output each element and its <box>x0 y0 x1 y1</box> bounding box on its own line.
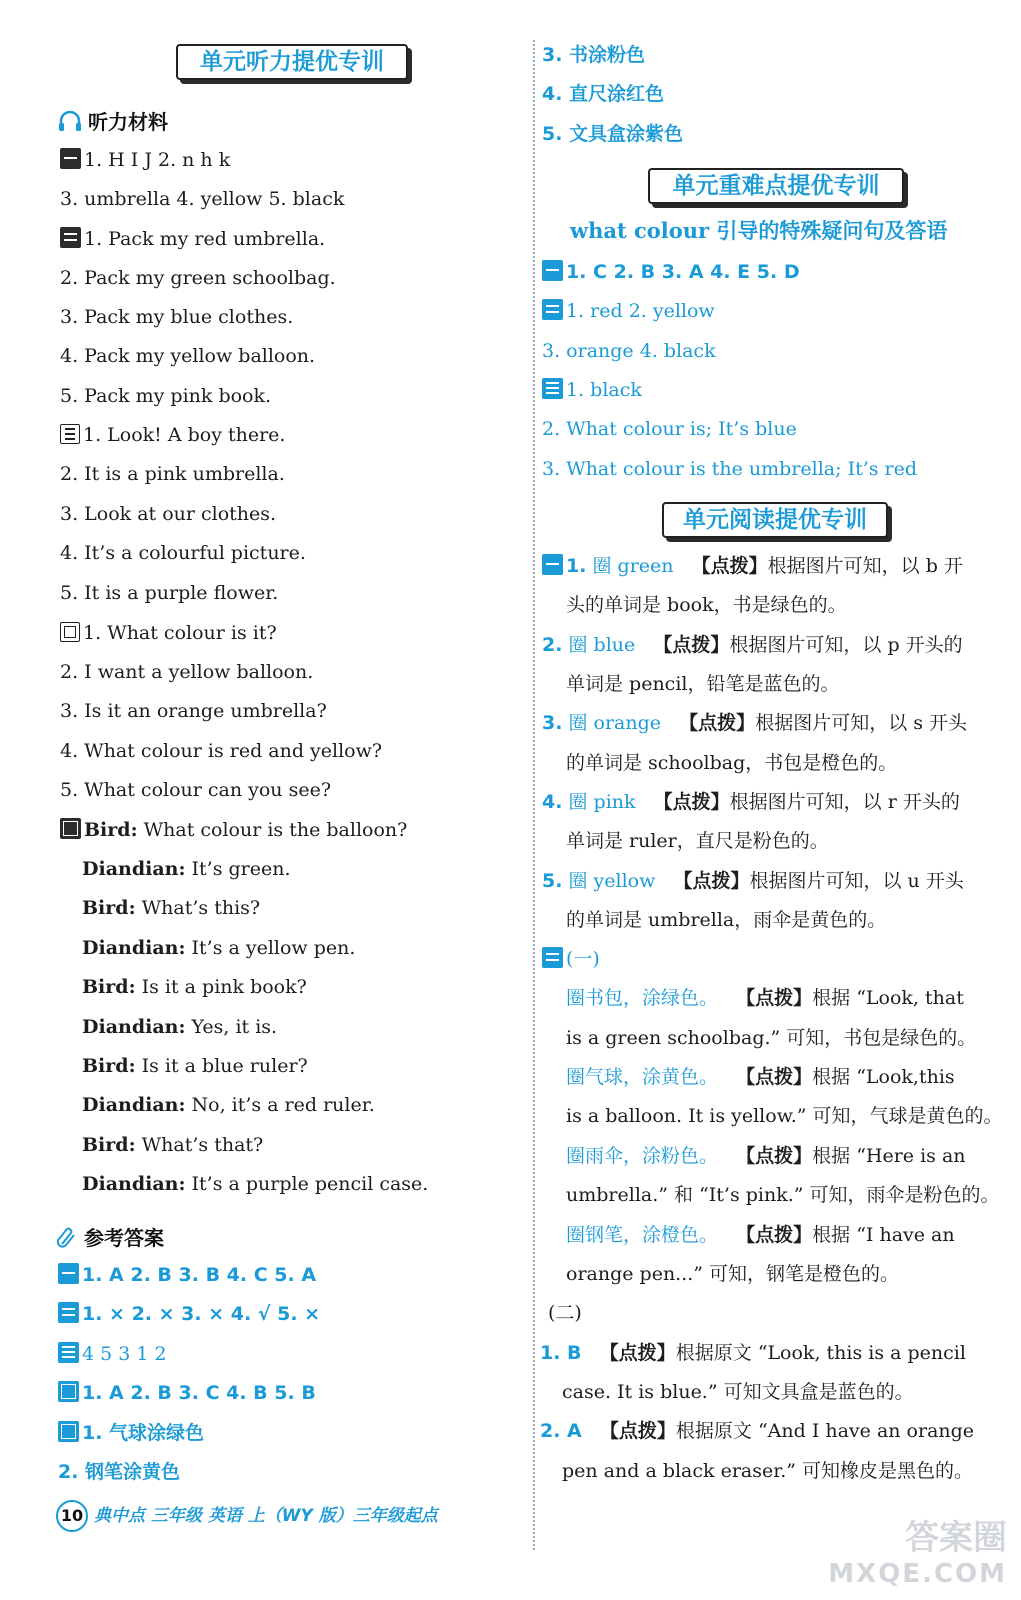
dialogue-line: Diandian: Yes, it is. <box>82 1016 278 1038</box>
reading-answer-cont: orange pen...” 可知，钢笔是橙色的。 <box>566 1263 900 1285</box>
answer-row: 1. C 2. B 3. A 4. E 5. D <box>542 259 800 285</box>
watermark: 答案圈 MXQE.COM <box>828 1518 1007 1589</box>
answer-row: 4 5 3 1 2 <box>58 1341 167 1367</box>
column-divider <box>533 40 535 1550</box>
answer-five-badge <box>58 1421 79 1442</box>
answer-two-badge <box>58 1302 79 1323</box>
reading-answer-cont: 的单词是 umbrella，雨伞是黄色的。 <box>566 909 887 931</box>
answer-one-badge <box>58 1263 79 1284</box>
reading-answer-cont: is a green schoolbag.” 可知，书包是绿色的。 <box>566 1027 977 1049</box>
reading-answer-cont: pen and a black eraser.” 可知橡皮是黑色的。 <box>562 1460 974 1482</box>
reading-answer: 圈书包，涂绿色。 【点拨】根据 “Look, that <box>566 987 964 1009</box>
list-item: 4. What colour is red and yellow? <box>60 740 383 762</box>
section-title-listening: 单元听力提优专训 <box>176 44 408 80</box>
listening-material-header <box>58 106 168 137</box>
list-item: 4. Pack my yellow balloon. <box>60 345 316 367</box>
answers-header: 参考答案 <box>56 1222 164 1253</box>
reading-two-badge <box>542 947 563 968</box>
list-item: 4. It’s a colourful picture. <box>60 542 306 564</box>
page-number: 10 <box>56 1500 88 1532</box>
answer-row: 1. A 2. B 3. C 4. B 5. B <box>58 1380 316 1406</box>
list-item: 5. What colour can you see? <box>60 779 332 801</box>
answer-row: 3. orange 4. black <box>542 340 716 362</box>
reading-answer: 1. B 【点拨】根据原文 “Look, this is a pencil <box>540 1342 966 1364</box>
reading-answer-cont: umbrella.” 和 “It’s pink.” 可知，雨伞是粉色的。 <box>566 1184 1000 1206</box>
list-item: 3. Look at our clothes. <box>60 503 277 525</box>
list-item: 2. I want a yellow balloon. <box>60 661 314 683</box>
paperclip-icon <box>56 1226 78 1253</box>
dialogue-line: Bird: What’s this? <box>82 897 261 919</box>
answer-four-badge <box>58 1381 79 1402</box>
section-title-reading: 单元阅读提优专训 <box>662 502 888 538</box>
answer-row: 4. 直尺涂红色 <box>542 83 665 105</box>
dialogue-line: Diandian: It’s a purple pencil case. <box>82 1173 429 1195</box>
reading-answer: 圈雨伞，涂粉色。 【点拨】根据 “Here is an <box>566 1145 966 1167</box>
page-footer <box>56 1500 438 1532</box>
answer-row: 2. What colour is; It’s blue <box>542 418 797 440</box>
listening-header-text: 听力材料 <box>88 110 168 134</box>
list-item: 5. It is a purple flower. <box>60 582 279 604</box>
list-item: 1. Pack my red umbrella. <box>60 226 325 252</box>
list-item: 3. umbrella 4. yellow 5. black <box>60 188 345 210</box>
reading-answer: 1. 圈 green 【点拨】根据图片可知，以 b 开 <box>542 553 963 579</box>
answer-row: 1. × 2. × 3. × 4. √ 5. × <box>58 1301 320 1327</box>
reading-answer-cont: 的单词是 schoolbag，书包是橙色的。 <box>566 752 898 774</box>
answer-three-badge <box>58 1342 79 1363</box>
reading-answer: 5. 圈 yellow 【点拨】根据图片可知，以 u 开头 <box>542 870 964 892</box>
part-label: (二) <box>548 1302 582 1324</box>
list-item: 3. Is it an orange umbrella? <box>60 700 327 722</box>
list-item: 3. Pack my blue clothes. <box>60 306 294 328</box>
list-item: 2. Pack my green schoolbag. <box>60 267 336 289</box>
footer-text: 典中点 三年级 英语 上（WY 版）三年级起点 <box>94 1506 438 1526</box>
section-subtitle: what colour 引导的特殊疑问句及答语 <box>570 218 948 243</box>
list-item: 1. What colour is it? <box>60 620 277 646</box>
reading-answer: 4. 圈 pink 【点拨】根据图片可知，以 r 开头的 <box>542 791 960 813</box>
answer-two-badge <box>542 299 563 320</box>
part-label: (一) <box>542 946 600 972</box>
answer-row: 1. 气球涂绿色 <box>58 1420 204 1446</box>
reading-answer-cont: 单词是 pencil，铅笔是蓝色的。 <box>566 673 840 695</box>
reading-answer-cont: 单词是 ruler，直尺是粉色的。 <box>566 830 829 852</box>
dialogue-line: Bird: Is it a blue ruler? <box>82 1055 308 1077</box>
answer-row: 1. red 2. yellow <box>542 298 715 324</box>
section-four-badge <box>60 622 80 642</box>
reading-answer: 圈钢笔，涂橙色。 【点拨】根据 “I have an <box>566 1224 955 1246</box>
answer-row: 3. What colour is the umbrella; It’s red <box>542 458 918 480</box>
dialogue-line: Bird: What colour is the balloon? <box>60 817 407 843</box>
section-five-badge <box>60 818 81 839</box>
reading-answer: 2. A 【点拨】根据原文 “And I have an orange <box>540 1420 975 1442</box>
dialogue-line: Diandian: It’s green. <box>82 858 291 880</box>
dialogue-line: Bird: Is it a pink book? <box>82 976 307 998</box>
section-title-key-points: 单元重难点提优专训 <box>648 168 904 204</box>
list-item: 1. H I J 2. n h k <box>60 147 230 173</box>
section-three-badge <box>60 424 80 444</box>
reading-answer-cont: case. It is blue.” 可知文具盒是蓝色的。 <box>562 1381 914 1403</box>
dialogue-line: Diandian: It’s a yellow pen. <box>82 937 356 959</box>
answer-row: 3. 书涂粉色 <box>542 44 646 66</box>
answer-row: 5. 文具盒涂紫色 <box>542 123 684 145</box>
dialogue-line: Bird: What’s that? <box>82 1134 264 1156</box>
reading-answer: 2. 圈 blue 【点拨】根据图片可知，以 p 开头的 <box>542 634 963 656</box>
section-one-badge <box>60 148 81 169</box>
reading-one-badge <box>542 554 563 575</box>
answer-three-badge <box>542 378 563 399</box>
reading-answer-cont: is a balloon. It is yellow.” 可知，气球是黄色的。 <box>566 1105 1003 1127</box>
answer-row: 1. A 2. B 3. B 4. C 5. A <box>58 1262 316 1288</box>
section-two-badge <box>60 227 81 248</box>
reading-answer-cont: 头的单词是 book，书是绿色的。 <box>566 594 847 616</box>
reading-answer: 圈气球，涂黄色。 【点拨】根据 “Look,this <box>566 1066 955 1088</box>
headphones-icon <box>58 110 82 137</box>
list-item: 2. It is a pink umbrella. <box>60 463 285 485</box>
list-item: 5. Pack my pink book. <box>60 385 272 407</box>
reading-answer: 3. 圈 orange 【点拨】根据图片可知，以 s 开头 <box>542 712 968 734</box>
dialogue-line: Diandian: No, it’s a red ruler. <box>82 1094 375 1116</box>
answer-row: 1. black <box>542 377 642 403</box>
answer-row: 2. 钢笔涂黄色 <box>58 1461 181 1483</box>
list-item: 1. Look! A boy there. <box>60 422 285 448</box>
answer-one-badge <box>542 260 563 281</box>
